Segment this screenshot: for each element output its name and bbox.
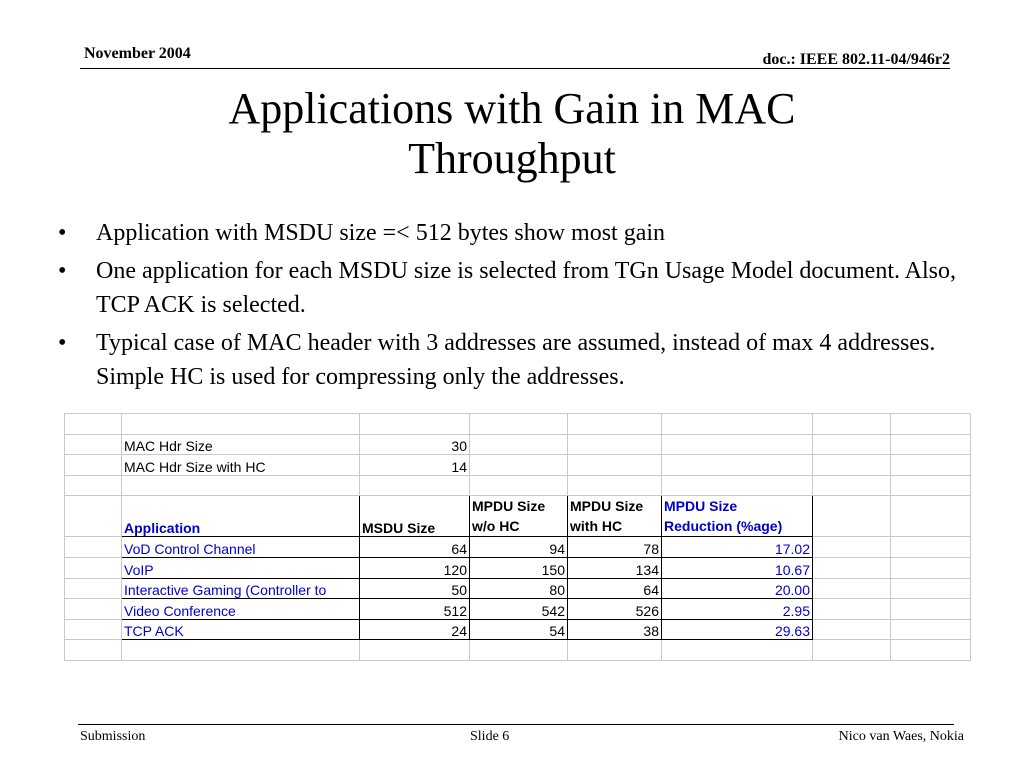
param-label: MAC Hdr Size with HC	[122, 455, 360, 476]
slide-title-line-2: Throughput	[408, 134, 616, 183]
header-divider	[80, 68, 950, 69]
column-header-mpdu-with-hc	[568, 496, 662, 537]
column-header-reduction	[662, 496, 813, 537]
bullet-item	[58, 216, 978, 250]
bullet-text: One application for each MSDU size is selected from TGn Usage Model document. Also, TCP ACK is selected.	[96, 258, 957, 318]
param-value: 30	[360, 434, 470, 455]
column-header-application: Application	[122, 496, 360, 537]
slide-title	[0, 84, 1024, 184]
cell-reduction: 10.67	[662, 557, 813, 578]
header-line: MPDU Size	[570, 498, 644, 515]
table-row	[65, 434, 971, 455]
cell-msdu-size: 512	[360, 599, 470, 620]
cell-reduction: 2.95	[662, 599, 813, 620]
header-date: November 2004	[84, 45, 191, 62]
bullet-list	[58, 216, 978, 398]
header-line: Reduction (%age)	[664, 518, 783, 535]
table-row	[65, 619, 971, 640]
cell-msdu-size: 120	[360, 557, 470, 578]
cell-mpdu-wo-hc: 94	[470, 537, 568, 558]
table-row	[65, 578, 971, 599]
header-line: MPDU Size	[472, 498, 546, 515]
footer-slide-number: Slide 6	[470, 729, 510, 744]
cell-reduction: 17.02	[662, 537, 813, 558]
footer-divider	[78, 724, 954, 725]
table-header-row	[65, 496, 971, 537]
cell-mpdu-with-hc: 38	[568, 619, 662, 640]
table-row	[65, 557, 971, 578]
slide-title-line-1: Applications with Gain in MAC	[228, 84, 796, 133]
bullet-item	[58, 254, 978, 322]
header-doc-id: doc.: IEEE 802.11-04/946r2	[762, 51, 950, 68]
table-row	[65, 455, 971, 476]
table-row	[65, 475, 971, 496]
table-row	[65, 640, 971, 661]
cell-mpdu-wo-hc: 542	[470, 599, 568, 620]
cell-application: VoIP	[122, 557, 360, 578]
column-header-mpdu-wo-hc	[470, 496, 568, 537]
footer-author: Nico van Waes, Nokia	[838, 729, 964, 744]
bullet-marker: •	[58, 258, 67, 284]
cell-mpdu-with-hc: 526	[568, 599, 662, 620]
cell-msdu-size: 24	[360, 619, 470, 640]
cell-mpdu-with-hc: 134	[568, 557, 662, 578]
param-label: MAC Hdr Size	[122, 434, 360, 455]
cell-application: TCP ACK	[122, 619, 360, 640]
bullet-text: Application with MSDU size =< 512 bytes show most gain	[96, 220, 666, 246]
header-line: with HC	[570, 518, 623, 535]
cell-reduction: 20.00	[662, 578, 813, 599]
param-value: 14	[360, 455, 470, 476]
cell-application: VoD Control Channel	[122, 537, 360, 558]
cell-mpdu-with-hc: 64	[568, 578, 662, 599]
table-row	[65, 414, 971, 435]
footer-submission: Submission	[80, 729, 146, 744]
bullet-item	[58, 326, 978, 394]
column-header-msdu-size: MSDU Size	[360, 496, 470, 537]
spreadsheet-table	[64, 413, 971, 661]
cell-mpdu-wo-hc: 54	[470, 619, 568, 640]
table-row	[65, 537, 971, 558]
cell-mpdu-wo-hc: 80	[470, 578, 568, 599]
cell-mpdu-wo-hc: 150	[470, 557, 568, 578]
bullet-text: Typical case of MAC header with 3 addresses are assumed, instead of max 4 addresses. Simple HC is used for compressing only the addresses.	[96, 330, 936, 390]
cell-application: Interactive Gaming (Controller to	[122, 578, 360, 599]
cell-application: Video Conference	[122, 599, 360, 620]
bullet-marker: •	[58, 220, 67, 246]
cell-msdu-size: 50	[360, 578, 470, 599]
cell-msdu-size: 64	[360, 537, 470, 558]
header-line: w/o HC	[472, 518, 520, 535]
cell-reduction: 29.63	[662, 619, 813, 640]
bullet-marker: •	[58, 330, 67, 356]
cell-mpdu-with-hc: 78	[568, 537, 662, 558]
header-line: MPDU Size	[664, 498, 738, 515]
table-row	[65, 599, 971, 620]
